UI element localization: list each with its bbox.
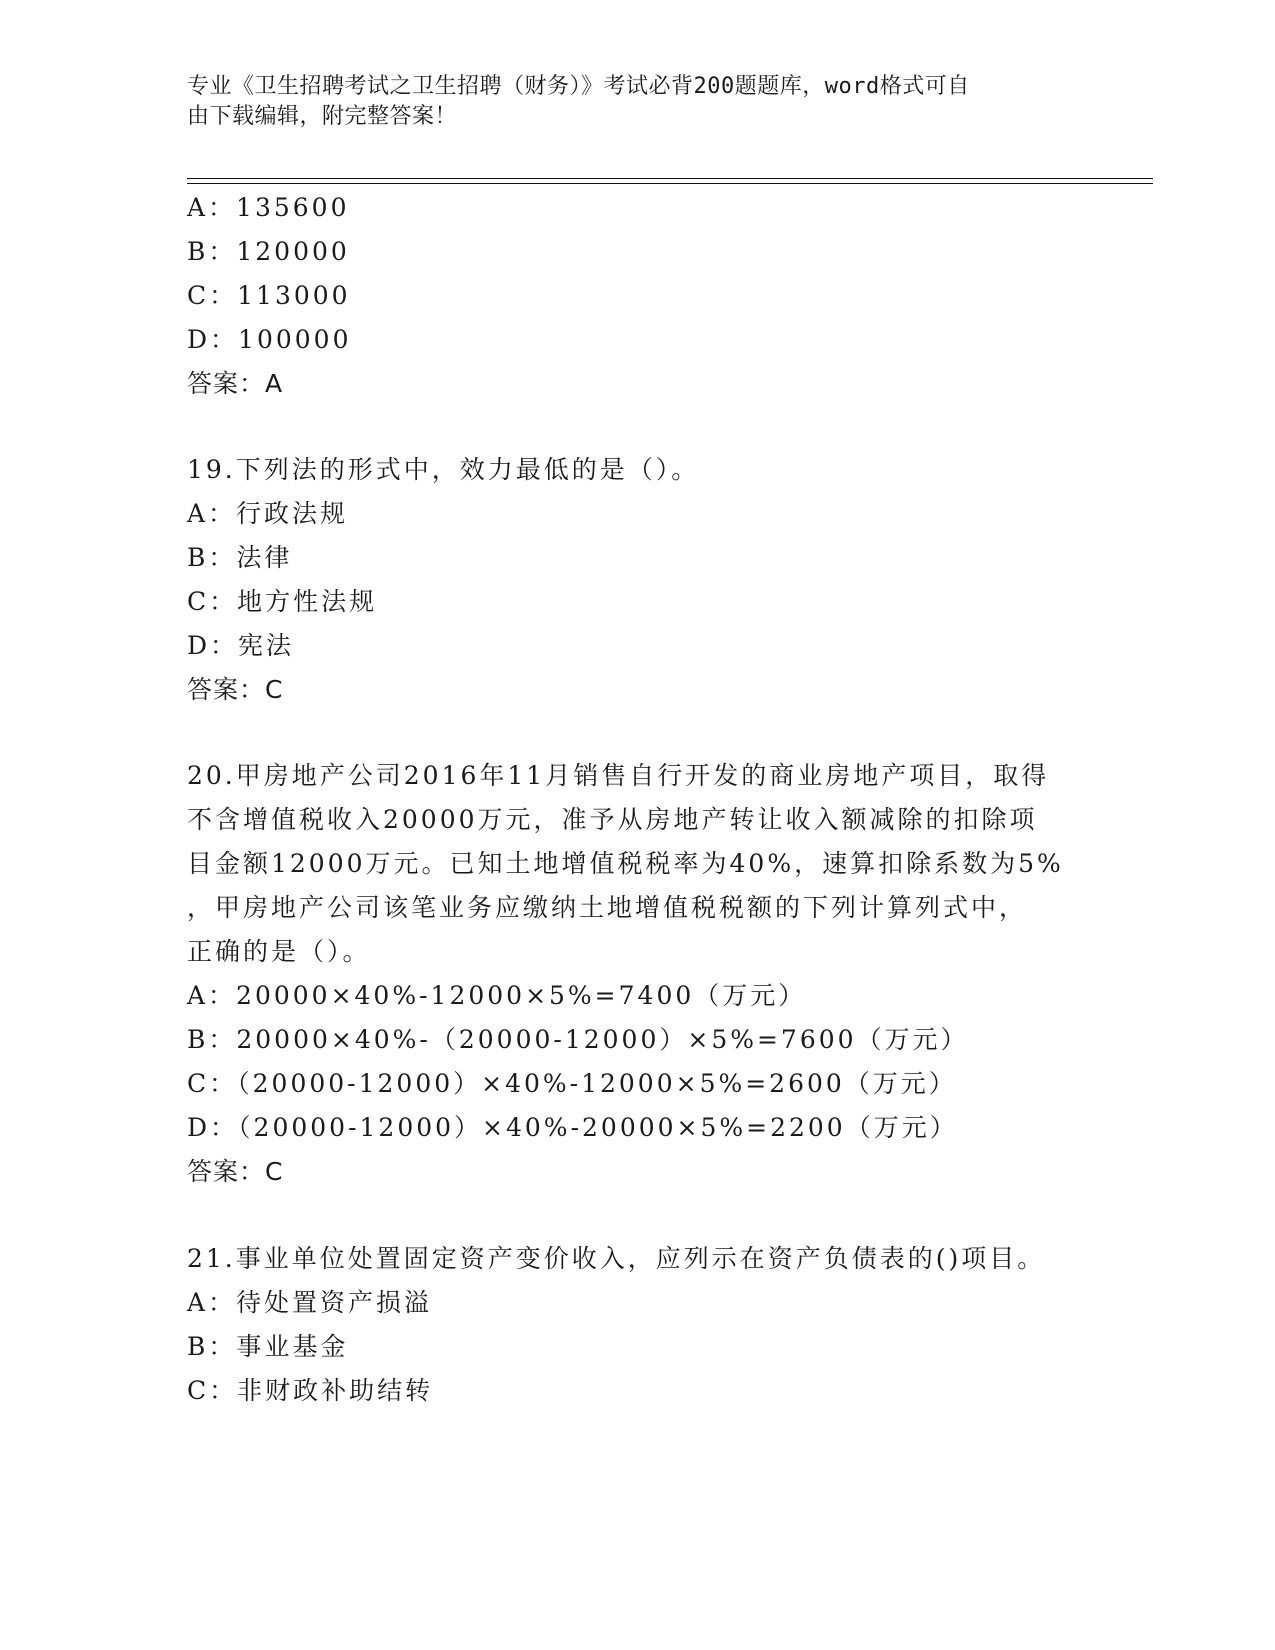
q20-stem-line-3: 目金额12000万元。已知土地增值税税率为40%，速算扣除系数为5% <box>187 849 1064 878</box>
q18-option-d: D：100000 <box>187 325 352 354</box>
header-line-2: 由下载编辑，附完整答案！ <box>187 104 458 129</box>
q20-stem-line-5: 正确的是（）。 <box>187 937 371 966</box>
q19-option-b: B：法律 <box>187 543 293 572</box>
q19-option-a: A：行政法规 <box>187 499 349 528</box>
q21-option-c: C：非财政补助结转 <box>187 1376 434 1405</box>
q20-option-c: C：（20000-12000）×40%-12000×5%=2600（万元） <box>187 1069 957 1098</box>
q18-option-c: C：113000 <box>187 281 351 310</box>
q21-option-a: A：待处置资产损溢 <box>187 1288 433 1317</box>
q19-answer: 答案：C <box>187 675 284 704</box>
header-line-1: 专业《卫生招聘考试之卫生招聘（财务）》考试必背200题题库，word格式可自 <box>187 74 970 99</box>
q20-answer: 答案：C <box>187 1157 284 1186</box>
q20-stem-line-4: ，甲房地产公司该笔业务应缴纳土地增值税税额的下列计算列式中， <box>187 893 1028 922</box>
q21-option-b: B：事业基金 <box>187 1332 349 1361</box>
q18-option-b: B：120000 <box>187 237 350 266</box>
q20-option-d: D：（20000-12000）×40%-20000×5%=2200（万元） <box>187 1113 958 1142</box>
q20-stem-line-2: 不含增值税收入20000万元，准予从房地产转让收入额减除的扣除项 <box>187 805 1038 834</box>
q20-option-a: A：20000×40%-12000×5%=7400（万元） <box>187 981 807 1010</box>
q19-option-d: D：宪法 <box>187 631 295 660</box>
header-rule-bottom <box>187 183 1153 184</box>
q19-stem: 19.下列法的形式中，效力最低的是（）。 <box>187 455 700 484</box>
q19-option-c: C：地方性法规 <box>187 587 378 616</box>
page-header <box>187 72 1067 132</box>
q20-option-b: B：20000×40%-（20000-12000）×5%=7600（万元） <box>187 1025 969 1054</box>
q21-stem: 21.事业单位处置固定资产变价收入，应列示在资产负债表的()项目。 <box>187 1244 1046 1273</box>
q18-option-a: A：135600 <box>187 193 350 222</box>
header-rule-top <box>187 178 1153 179</box>
q18-answer: 答案：A <box>187 369 284 398</box>
q20-stem-line-1: 20.甲房地产公司2016年11月销售自行开发的商业房地产项目，取得 <box>187 761 1050 790</box>
